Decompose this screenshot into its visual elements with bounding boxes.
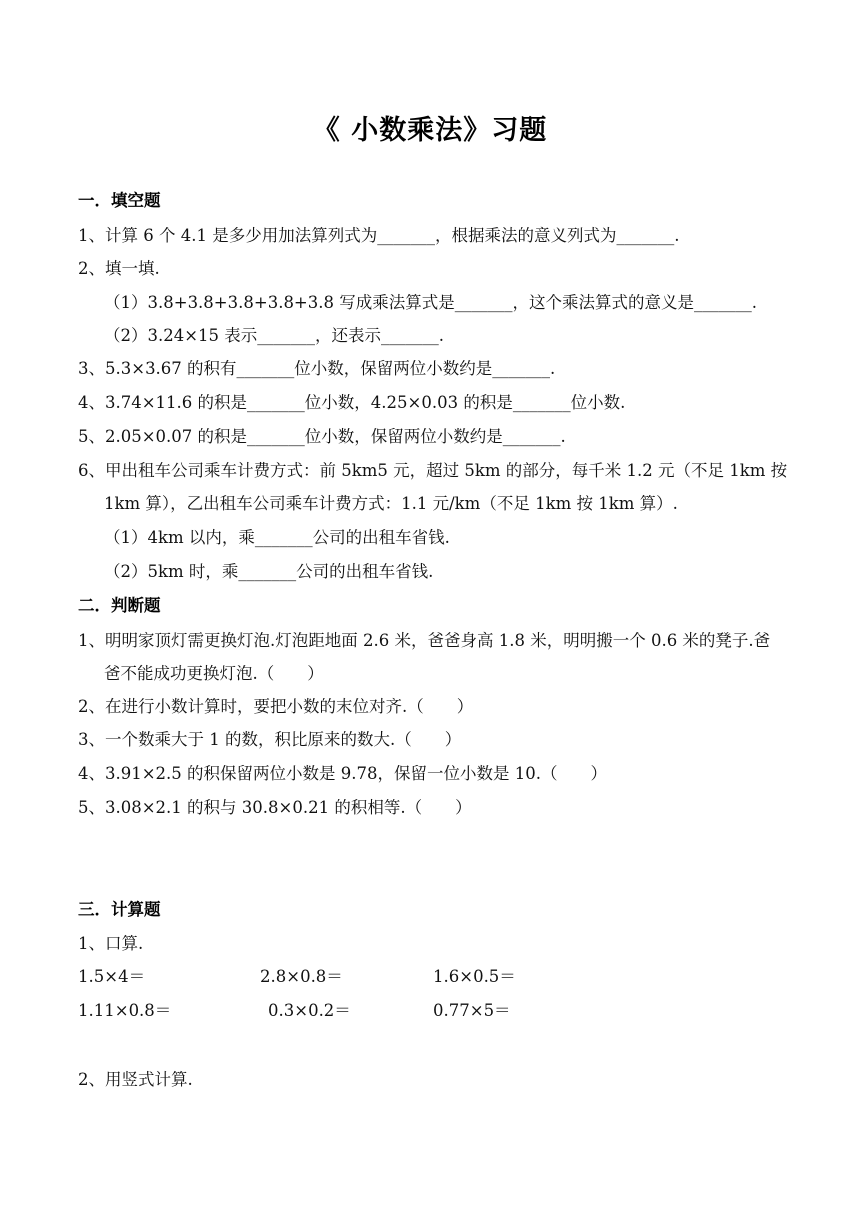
- question-line: 1、计算 6 个 4.1 是多少用加法算列式为_______，根据乘法的意义列式为_______.: [78, 226, 680, 245]
- oral-problem: 1.6×0.5＝: [433, 967, 516, 986]
- question-line: 3、一个数乘大于 1 的数，积比原来的数大.（ ）: [78, 730, 462, 749]
- question-line: 5、2.05×0.07 的积是_______位小数，保留两位小数约是_______.: [78, 427, 566, 446]
- section-heading-true-false: 二．判断题: [78, 596, 161, 615]
- question-line: （2）5km 时，乘_______公司的出租车省钱.: [104, 562, 434, 581]
- question-line: 爸不能成功更换灯泡.（ ）: [104, 664, 324, 683]
- question-line: 2、在进行小数计算时，要把小数的末位对齐.（ ）: [78, 697, 474, 716]
- question-line: 1、明明家顶灯需更换灯泡.灯泡距地面 2.6 米，爸爸身高 1.8 米，明明搬一个 0.6 米的凳子.爸: [78, 631, 771, 650]
- section-heading-fill-in: 一．填空题: [78, 191, 161, 210]
- oral-problem: 1.5×4＝: [78, 967, 146, 986]
- question-line: 3、5.3×3.67 的积有_______位小数，保留两位小数约是_______.: [78, 359, 556, 378]
- oral-problem: 1.11×0.8＝: [78, 1001, 172, 1020]
- oral-problem: 0.77×5＝: [433, 1001, 511, 1020]
- subquestion-oral: 1、口算.: [78, 934, 144, 953]
- question-line: （2）3.24×15 表示_______，还表示_______.: [104, 326, 445, 345]
- question-line: 4、3.91×2.5 的积保留两位小数是 9.78，保留一位小数是 10.（ ）: [78, 764, 608, 783]
- oral-problem: 0.3×0.2＝: [268, 1001, 351, 1020]
- question-line: 4、3.74×11.6 的积是_______位小数，4.25×0.03 的积是_______位小数.: [78, 393, 626, 412]
- subquestion-vertical: 2、用竖式计算.: [78, 1070, 193, 1089]
- question-line: 6、甲出租车公司乘车计费方式：前 5km5 元，超过 5km 的部分，每千米 1.2 元（不足 1km 按: [78, 461, 788, 480]
- question-line: 1km 算），乙出租车公司乘车计费方式：1.1 元/km（不足 1km 按 1km 算）.: [104, 494, 678, 513]
- section-heading-calculation: 三．计算题: [78, 900, 161, 919]
- oral-problem: 2.8×0.8＝: [260, 967, 343, 986]
- page-title: 《 小数乘法》习题: [312, 115, 548, 146]
- question-line: 2、填一填.: [78, 259, 160, 278]
- question-line: 5、3.08×2.1 的积与 30.8×0.21 的积相等.（ ）: [78, 798, 472, 817]
- question-line: （1）3.8+3.8+3.8+3.8+3.8 写成乘法算式是_______，这个乘法算式的意义是_______.: [104, 293, 757, 312]
- question-line: （1）4km 以内，乘_______公司的出租车省钱.: [104, 528, 450, 547]
